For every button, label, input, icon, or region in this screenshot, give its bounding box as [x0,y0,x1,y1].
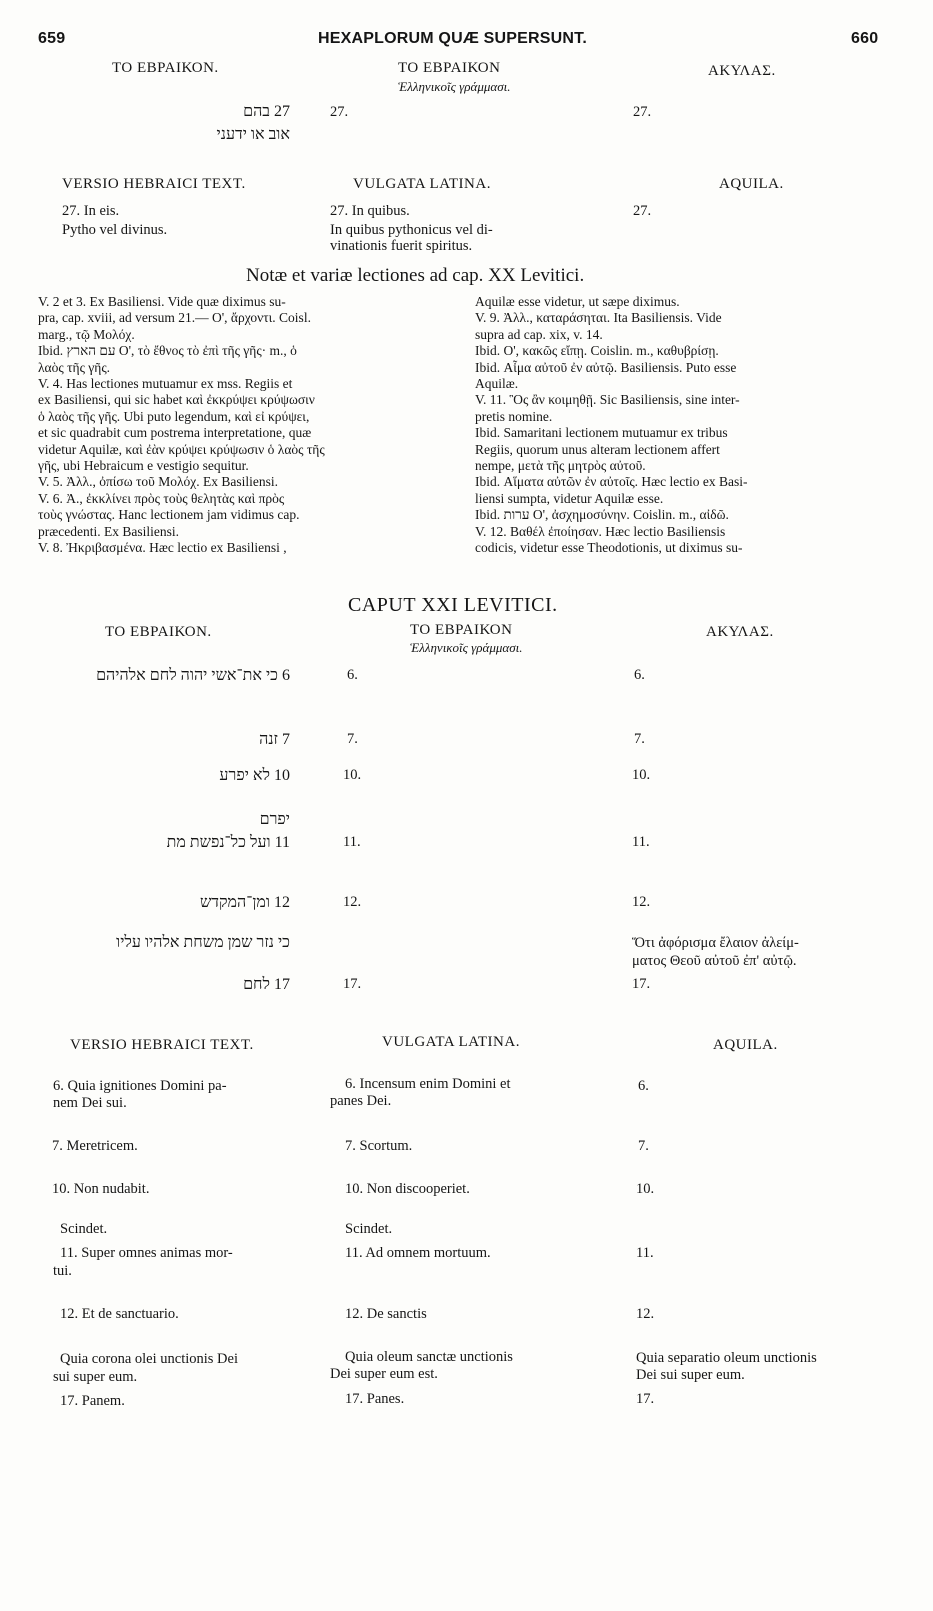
vulgata-text: 6. Incensum enim Domini et [345,1076,511,1092]
note-line: et sic quadrabit cum postrema interpretatione, quæ [38,425,312,441]
note-line: V. 5. Ἀλλ., ὀπίσω τοῦ Μολόχ. Ex Basiliensi. [38,474,278,490]
note-line: V. 11. Ὃς ἂν κοιμηθῇ. Sic Basiliensis, sine inter- [475,392,740,408]
versio-text: Scindet. [60,1221,108,1237]
vulgata-text: In quibus pythonicus vel di- [330,222,493,238]
hebrew-line: אוב או ידעני [216,126,290,143]
greek-verse-number: 11. [343,834,361,850]
aquila-verse-number: 7. [634,731,645,747]
page-number-right: 660 [851,30,879,47]
note-line: Ibid. Samaritani lectionem mutuamur ex tribus [475,425,728,441]
note-line: codicis, videtur esse Theodotionis, ut diximus su- [475,540,743,556]
vulgata-text: 10. Non discooperiet. [345,1181,470,1197]
versio-text: 12. Et de sanctuario. [60,1306,179,1322]
vulgata-text: 7. Scortum. [345,1138,413,1154]
versio-text: Quia corona olei unctionis Dei [60,1351,238,1367]
col-header-hebrew: ΤΟ ΕΒΡΑΙΚΟΝ. [112,60,219,76]
col-header-versio: VERSIO HEBRAICI TEXT. [70,1037,254,1053]
note-line: Aquilæ. [475,376,519,392]
vulgata-text: Dei super eum est. [330,1366,438,1382]
aquila-greek-text: Ὅτι ἀφόρισμα ἔλαιον ἀλείμ- [632,935,799,951]
vulgata-text: vinationis fuerit spiritus. [330,238,473,254]
note-line: Ibid. Ο', κακῶς εἴπῃ. Coislin. m., καθυβρίσῃ. [475,343,719,359]
vulgata-text: 17. Panes. [345,1391,405,1407]
greek-verse-number: 7. [347,731,358,747]
col-header-greek: ΤΟ ΕΒΡΑΙΚΟΝ [410,622,513,638]
aquila-verse-number: 6. [634,667,645,683]
page-number-left: 659 [38,30,66,47]
hebrew-verse: 11 ועל כל־נפשת מת [166,834,290,851]
notes-title: Notæ et variæ lectiones ad cap. XX Levitici. [246,265,585,286]
hebrew-variant: יפרם [259,811,290,828]
note-line: Regiis, quorum unus alteram lectionem affert [475,441,720,457]
greek-verse-number: 17. [343,976,362,992]
note-line: videtur Aquilæ, καὶ ἐὰν κρύψει κρύψωσιν ὁ λαὸς τῆς [38,441,325,457]
aquila-text: 6. [638,1078,649,1094]
aquila-verse-number: 27. [633,104,652,120]
hebrew-verse: 10 לא יפרע [219,767,290,784]
note-line: supra ad cap. xix, v. 14. [475,326,603,342]
col-header-vulgata: VULGATA LATINA. [382,1034,520,1050]
notes-right-column [475,294,895,557]
hebrew-verse: 12 ומן־המקדש [199,894,290,911]
vulgata-text: 11. Ad omnem mortuum. [345,1245,491,1261]
versio-text: 7. Meretricem. [52,1138,138,1154]
col-subheader-greek: Ἑλληνικοῖς γράμμασι. [410,640,523,655]
note-line: præcedenti. Ex Basiliensi. [38,523,179,539]
hebrew-verse: 7 זנה [259,731,290,748]
note-line: V. 12. Βαθέλ ἐποίησαν. Hæc lectio Basiliensis [475,523,726,539]
versio-text: 17. Panem. [60,1393,125,1409]
versio-text: tui. [53,1263,72,1279]
aquila-text: 12. [636,1306,655,1322]
hebrew-verse: כי נזר שמן משחת אלהיו עליו [116,934,290,951]
vulgata-text: panes Dei. [330,1093,392,1109]
greek-verse-number: 12. [343,894,362,910]
note-line: λαὸς τῆς γῆς. [38,359,111,375]
col-header-versio: VERSIO HEBRAICI TEXT. [62,176,246,192]
hebrew-verse: 6 כי את־אשי יהוה לחם אלהיהם [96,667,290,684]
aquila-text: 11. [636,1245,654,1261]
note-line: nempe, μετὰ τῆς μητρὸς αὐτοῦ. [475,458,646,474]
note-line: V. 9. Ἀλλ., καταράσηται. Ita Basiliensis. Vide [475,310,722,326]
aquila-text: 27. [633,203,652,219]
vulgata-text: Scindet. [345,1221,393,1237]
col-header-greek: ΤΟ ΕΒΡΑΙΚΟΝ [398,60,501,76]
greek-verse-number: 10. [343,767,362,783]
running-title: HEXAPLORUM QUÆ SUPERSUNT. [318,30,588,47]
col-header-aquila: ΑΚΥΛΑΣ. [708,63,776,79]
greek-verse-number: 27. [330,104,349,120]
note-line: γῆς, ubi Hebraicum e vestigio sequitur. [38,458,249,474]
aquila-text: Quia separatio oleum unctionis [636,1350,817,1366]
aquila-text: Dei sui super eum. [636,1367,745,1383]
versio-text: 10. Non nudabit. [52,1181,150,1197]
aquila-greek-text: ματος Θεοῦ αὐτοῦ ἐπ' αὐτῷ. [632,953,797,969]
vulgata-text: Quia oleum sanctæ unctionis [345,1349,513,1365]
vulgata-text: 12. De sanctis [345,1306,427,1322]
versio-text: sui super eum. [53,1369,138,1385]
chapter-title: CAPUT XXI LEVITICI. [348,594,558,616]
col-header-aquila: ΑΚΥΛΑΣ. [706,624,774,640]
note-line: ὁ λαὸς τῆς γῆς. Ubi puto legendum, καὶ εἰ κρύψει, [38,408,310,424]
note-line: marg., τῷ Μολόχ. [38,326,135,342]
note-line: τοὺς γνώστας. Hanc lectionem jam vidimus cap. [38,507,300,523]
note-line: V. 6. Ἀ., ἐκκλίνει πρὸς τοὺς θελητὰς καὶ πρὸς [38,490,285,506]
hebrew-line: 27 בהם [243,103,290,120]
versio-text: 6. Quia ignitiones Domini pa- [53,1078,227,1094]
versio-text: nem Dei sui. [53,1095,127,1111]
col-header-vulgata: VULGATA LATINA. [353,176,491,192]
note-line: Ibid. ערות Ο', ἀσχημοσύνην. Coislin. m., αἰδῶ. [475,507,729,523]
aquila-verse-number: 11. [632,834,650,850]
note-line: ex Basiliensi, qui sic habet καὶ ἐκκρύψει κρύψωσιν [38,392,315,408]
col-header-aquila-latin: AQUILA. [719,176,784,192]
col-header-aquila-latin: AQUILA. [713,1037,778,1053]
note-line: V. 4. Has lectiones mutuamur ex mss. Regiis et [38,376,293,392]
aquila-verse-number: 17. [632,976,651,992]
aquila-text: 17. [636,1391,655,1407]
versio-text: 27. In eis. [62,203,120,219]
note-line: pra, cap. xviii, ad versum 21.— Ο', ἄρχοντι. Coisl. [38,310,311,326]
versio-text: Pytho vel divinus. [62,222,168,238]
hebrew-verse: 17 לחם [243,976,290,993]
notes-left-column [38,294,456,557]
greek-verse-number: 6. [347,667,358,683]
aquila-text: 10. [636,1181,655,1197]
note-line: Ibid. עם הארץ Ο', τὸ ἔθνος τὸ ἐπὶ τῆς γῆς· m., ὁ [38,343,297,359]
aquila-verse-number: 12. [632,894,651,910]
note-line: Ibid. Αἷμα αὐτοῦ ἐν αὐτῷ. Basiliensis. Puto esse [475,359,737,375]
col-subheader-greek: Ἑλληνικοῖς γράμμασι. [398,79,511,94]
note-line: V. 2 et 3. Ex Basiliensi. Vide quæ diximus su- [38,294,286,309]
note-line: Ibid. Αἵματα αὐτῶν ἐν αὐτοῖς. Hæc lectio ex Basi- [475,474,748,490]
vulgata-text: 27. In quibus. [330,203,410,219]
col-header-hebrew: ΤΟ ΕΒΡΑΙΚΟΝ. [105,624,212,640]
note-line: liensi sumpta, videtur Aquilæ esse. [475,490,664,506]
versio-text: 11. Super omnes animas mor- [60,1245,233,1261]
note-line: V. 8. Ἠκριβασμένα. Hæc lectio ex Basiliensi , [38,540,287,556]
aquila-verse-number: 10. [632,767,651,783]
note-line: pretis nomine. [475,408,553,424]
note-line: Aquilæ esse videtur, ut sæpe diximus. [475,294,680,309]
aquila-text: 7. [638,1138,649,1154]
